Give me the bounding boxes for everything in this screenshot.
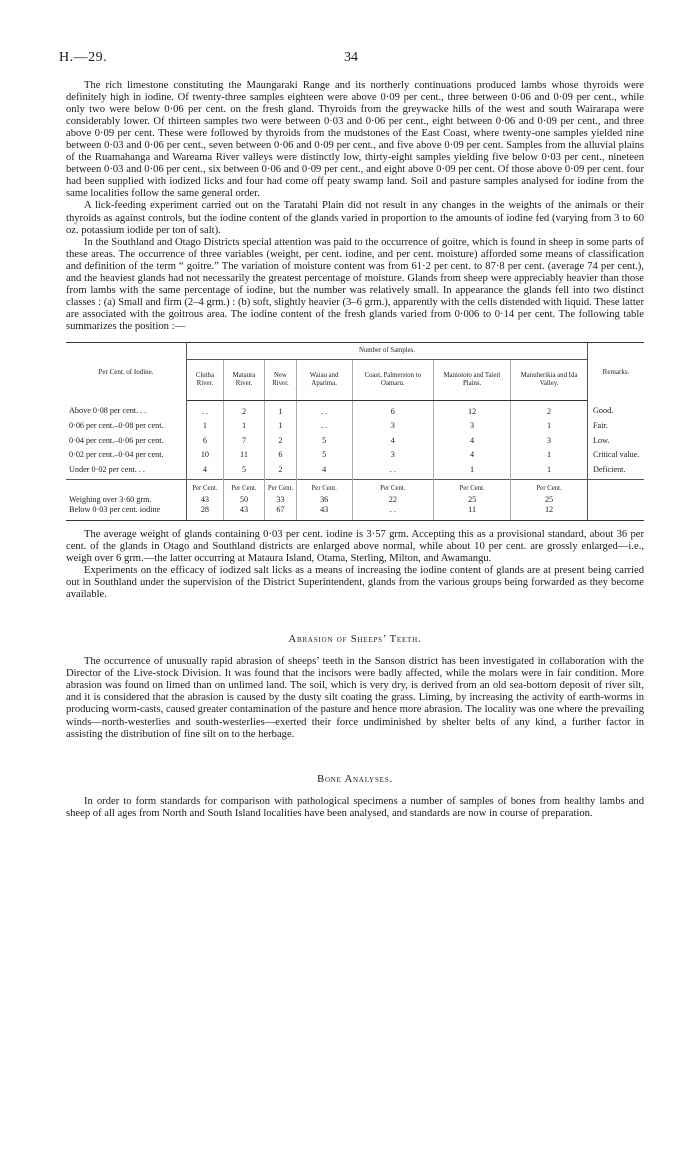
table-cell: 4 bbox=[296, 465, 352, 480]
percent-unit-label: Per Cent. bbox=[352, 480, 434, 495]
row-label: Weighing over 3·60 grm. bbox=[66, 495, 187, 506]
row-label: 0·04 per cent.–0·06 per cent. bbox=[66, 436, 187, 451]
table-cell: 7 bbox=[223, 436, 264, 451]
row-label: 0·06 per cent.–0·08 per cent. bbox=[66, 421, 187, 436]
row-label: 0·02 per cent.–0·04 per cent. bbox=[66, 450, 187, 465]
table-row bbox=[66, 436, 644, 451]
paragraph-average-weight: The average weight of glands containing 0·03 per cent. iodine is 3·57 grm. Accepting this as a provisional standard, about 36 per cent. of the glands in Otago and Southland districts are enlarged above normal, while about 10 per cent. are grossly enlarged—i.e., weigh over 6 grm.—the latter occurring at Mataura Island, Otama, Sterling, Milton, and Awamangu. bbox=[66, 528, 644, 565]
table-cell: . . bbox=[352, 505, 434, 520]
row-remark: Deficient. bbox=[588, 465, 645, 480]
district-header: Clutha River. bbox=[187, 359, 224, 400]
document-reference: H.—29. bbox=[59, 50, 108, 65]
percent-unit-label: Per Cent. bbox=[223, 480, 264, 495]
table-cell: 6 bbox=[265, 450, 297, 465]
district-header: Maniototo and Taieri Plains. bbox=[434, 359, 511, 400]
table-cell: 43 bbox=[223, 505, 264, 520]
paragraph-maungaraki: The rich limestone constituting the Maungaraki Range and its northerly continuations produced lambs whose thyroids were definitely high in iodine. Of twenty-three samples eighteen were above 0·09 per cent., three between 0·06 and 0·09 per cent., while only two were below 0·06 per cent. on the fresh gland. Thyroids from the greywacke hills of the west and south Wairarapa were considerably lower. Of thirteen samples two were between 0·03 and 0·06 per cent., eight between 0·06 and 0·09 per cent., and three above 0·09 per cent. These were followed by thyroids from the mudstones of the East Coast, where twenty-one samples yielded nine between 0·03 and 0·06 per cent., seven between 0·06 and 0·09 per cent., and five above 0·09 per cent. Samples from the alluvial plains of the Ruamahanga and Wareama River valleys were distinctly low, thirty-eight samples yielding five below 0·03 per cent., nineteen between 0·03 and 0·06 per cent., six between 0·06 and 0·09 per cent., and eight above 0·09 per cent. Of those above 0·09 per cent. four had been supplied with iodized licks and four had come off peaty swamp land. Soil and pasture samples analysed for iodine from the same localities follow the same general order. bbox=[66, 80, 644, 200]
iodine-column-header: Per Cent. of Iodine. bbox=[66, 342, 187, 400]
table-row bbox=[66, 495, 644, 506]
percent-unit-label: Per Cent. bbox=[265, 480, 297, 495]
percent-unit-label: Per Cent. bbox=[187, 480, 224, 495]
table-cell: . . bbox=[296, 400, 352, 421]
row-remark: Fair. bbox=[588, 421, 645, 436]
table-cell: 12 bbox=[434, 400, 511, 421]
table-cell: 3 bbox=[511, 436, 588, 451]
row-remark: Good. bbox=[588, 400, 645, 421]
percent-header-row bbox=[66, 480, 644, 495]
table-cell: . . bbox=[296, 421, 352, 436]
row-label: Under 0·02 per cent. . . bbox=[66, 465, 187, 480]
paragraph-experiments: Experiments on the efficacy of iodized salt licks as a means of increasing the iodine content of glands are at present being carried out in Southland under the supervision of the District Superintendent, glands from the various groups being forwarded as they become available. bbox=[66, 565, 644, 601]
table-cell: 25 bbox=[434, 495, 511, 506]
table-cell: 50 bbox=[223, 495, 264, 506]
table-cell: 1 bbox=[511, 421, 588, 436]
table-cell: 3 bbox=[352, 421, 434, 436]
table-cell: 4 bbox=[187, 465, 224, 480]
paragraph-southland-otago: In the Southland and Otago Districts special attention was paid to the occurrence of goitre, which is found in sheep in some parts of these areas. The occurrence of three variables (weight, per cent. iodine, and per cent. moisture) afforded some means of classification and definition of the term “ goitre.” The variation of moisture content was from 61·2 per cent. to 87·8 per cent. (average 74 per cent.), and the heaviest glands had not necessarily the greatest percentage of moisture. Glands from sheep were appreciably heavier than those from lambs with the same percentage of iodine, but the number was relatively small. In appearance the glands fell into two distinct classes : (a) Small and firm (2–4 grm.) : (b) soft, slightly heavier (3–6 grm.), apparently with the cells distended with liquid. These latter are associated with the goitrous area. The iodine content of the fresh glands varied from 0·006 to 0·14 per cent. The following table summarizes the position :— bbox=[66, 236, 644, 332]
page-number: 34 bbox=[344, 50, 358, 65]
samples-group-header: Number of Samples. bbox=[187, 342, 588, 359]
section-heading-bone-analyses: Bone Analyses. bbox=[317, 773, 393, 785]
table-cell: 22 bbox=[352, 495, 434, 506]
paragraph-lick-feeding: A lick-feeding experiment carried out on the Taratahi Plain did not result in any changes in the weights of the animals or their thyroids as against controls, but the iodine content of the glands varied in proportion to the amounts of iodine fed (varying from 3 to 60 oz. potassium iodide per ton of salt). bbox=[66, 200, 644, 236]
table-cell: . . bbox=[187, 400, 224, 421]
table-cell: 12 bbox=[511, 505, 588, 520]
district-header: New River. bbox=[265, 359, 297, 400]
table-cell: 1 bbox=[511, 450, 588, 465]
table-cell: 2 bbox=[265, 465, 297, 480]
table-cell: 43 bbox=[187, 495, 224, 506]
table-cell: 1 bbox=[223, 421, 264, 436]
row-label: Above 0·08 per cent. . . bbox=[66, 400, 187, 421]
table-cell: 36 bbox=[296, 495, 352, 506]
iodine-table bbox=[66, 342, 644, 521]
table-row bbox=[66, 400, 644, 421]
table-cell: 2 bbox=[223, 400, 264, 421]
table-cell: . . bbox=[352, 465, 434, 480]
table-cell: 6 bbox=[187, 436, 224, 451]
table-cell: 33 bbox=[265, 495, 297, 506]
table-cell: 11 bbox=[434, 505, 511, 520]
row-label: Below 0·03 per cent. iodine bbox=[66, 505, 187, 520]
table-cell: 1 bbox=[265, 421, 297, 436]
table-cell: 1 bbox=[187, 421, 224, 436]
table-row bbox=[66, 465, 644, 480]
percent-unit-label: Per Cent. bbox=[511, 480, 588, 495]
table-cell: 6 bbox=[352, 400, 434, 421]
paragraph-bone-analyses: In order to form standards for comparison with pathological specimens a number of samples of bones from healthy lambs and sheep of all ages from North and South Island localities have been analysed, and standards are now in course of preparation. bbox=[66, 795, 644, 819]
table-cell: 25 bbox=[511, 495, 588, 506]
table-cell: 2 bbox=[265, 436, 297, 451]
table-cell: 67 bbox=[265, 505, 297, 520]
table-cell: 4 bbox=[352, 436, 434, 451]
row-remark: Critical value. bbox=[588, 450, 645, 465]
table-row bbox=[66, 421, 644, 436]
table-cell: 1 bbox=[511, 465, 588, 480]
page-header bbox=[59, 50, 644, 70]
section-heading-abrasion: Abrasion of Sheeps’ Teeth. bbox=[288, 634, 422, 646]
table-cell: 4 bbox=[434, 450, 511, 465]
percent-unit-label: Per Cent. bbox=[296, 480, 352, 495]
table-cell: 5 bbox=[223, 465, 264, 480]
percent-unit-label: Per Cent. bbox=[434, 480, 511, 495]
table-cell: 3 bbox=[352, 450, 434, 465]
page bbox=[59, 50, 644, 820]
table-row bbox=[66, 505, 644, 520]
remarks-column-header: Remarks. bbox=[588, 342, 645, 400]
table-cell: 28 bbox=[187, 505, 224, 520]
district-header: Waiau and Aparima. bbox=[296, 359, 352, 400]
district-header: Manuherikia and Ida Valley. bbox=[511, 359, 588, 400]
district-header: Mataura River. bbox=[223, 359, 264, 400]
table-cell: 5 bbox=[296, 450, 352, 465]
table-cell: 5 bbox=[296, 436, 352, 451]
paragraph-abrasion: The occurrence of unusually rapid abrasion of sheeps’ teeth in the Sanson district has been investigated in collaboration with the Director of the Live-stock Division. It was found that the incisors were badly affected, while the molars were in fair condition. More abrasion was found on limed than on unlimed land. The soil, which is very dry, is derived from an old sea-bottom deposit of river silt, and it is considered that the abrasion is caused by the dusty silt coating the grass. Liming, by increasing the activity of earth-worms in producing worm-casts, caused greater contamination of the pasture and hence more abrasion. The locality was one where the prevailing winds—north-westerlies and south-westerlies—exerted their force undiminished by shelter belts of any kind, a further factor in assisting the distribution of fine silt on to the herbage. bbox=[66, 656, 644, 740]
table-row bbox=[66, 450, 644, 465]
table-cell: 2 bbox=[511, 400, 588, 421]
table-cell: 3 bbox=[434, 421, 511, 436]
table-cell: 1 bbox=[265, 400, 297, 421]
row-remark: Low. bbox=[588, 436, 645, 451]
table-cell: 10 bbox=[187, 450, 224, 465]
table-cell: 11 bbox=[223, 450, 264, 465]
table-cell: 43 bbox=[296, 505, 352, 520]
table-cell: 1 bbox=[434, 465, 511, 480]
district-header: Coast, Palmerston to Oamaru. bbox=[352, 359, 434, 400]
table-cell: 4 bbox=[434, 436, 511, 451]
